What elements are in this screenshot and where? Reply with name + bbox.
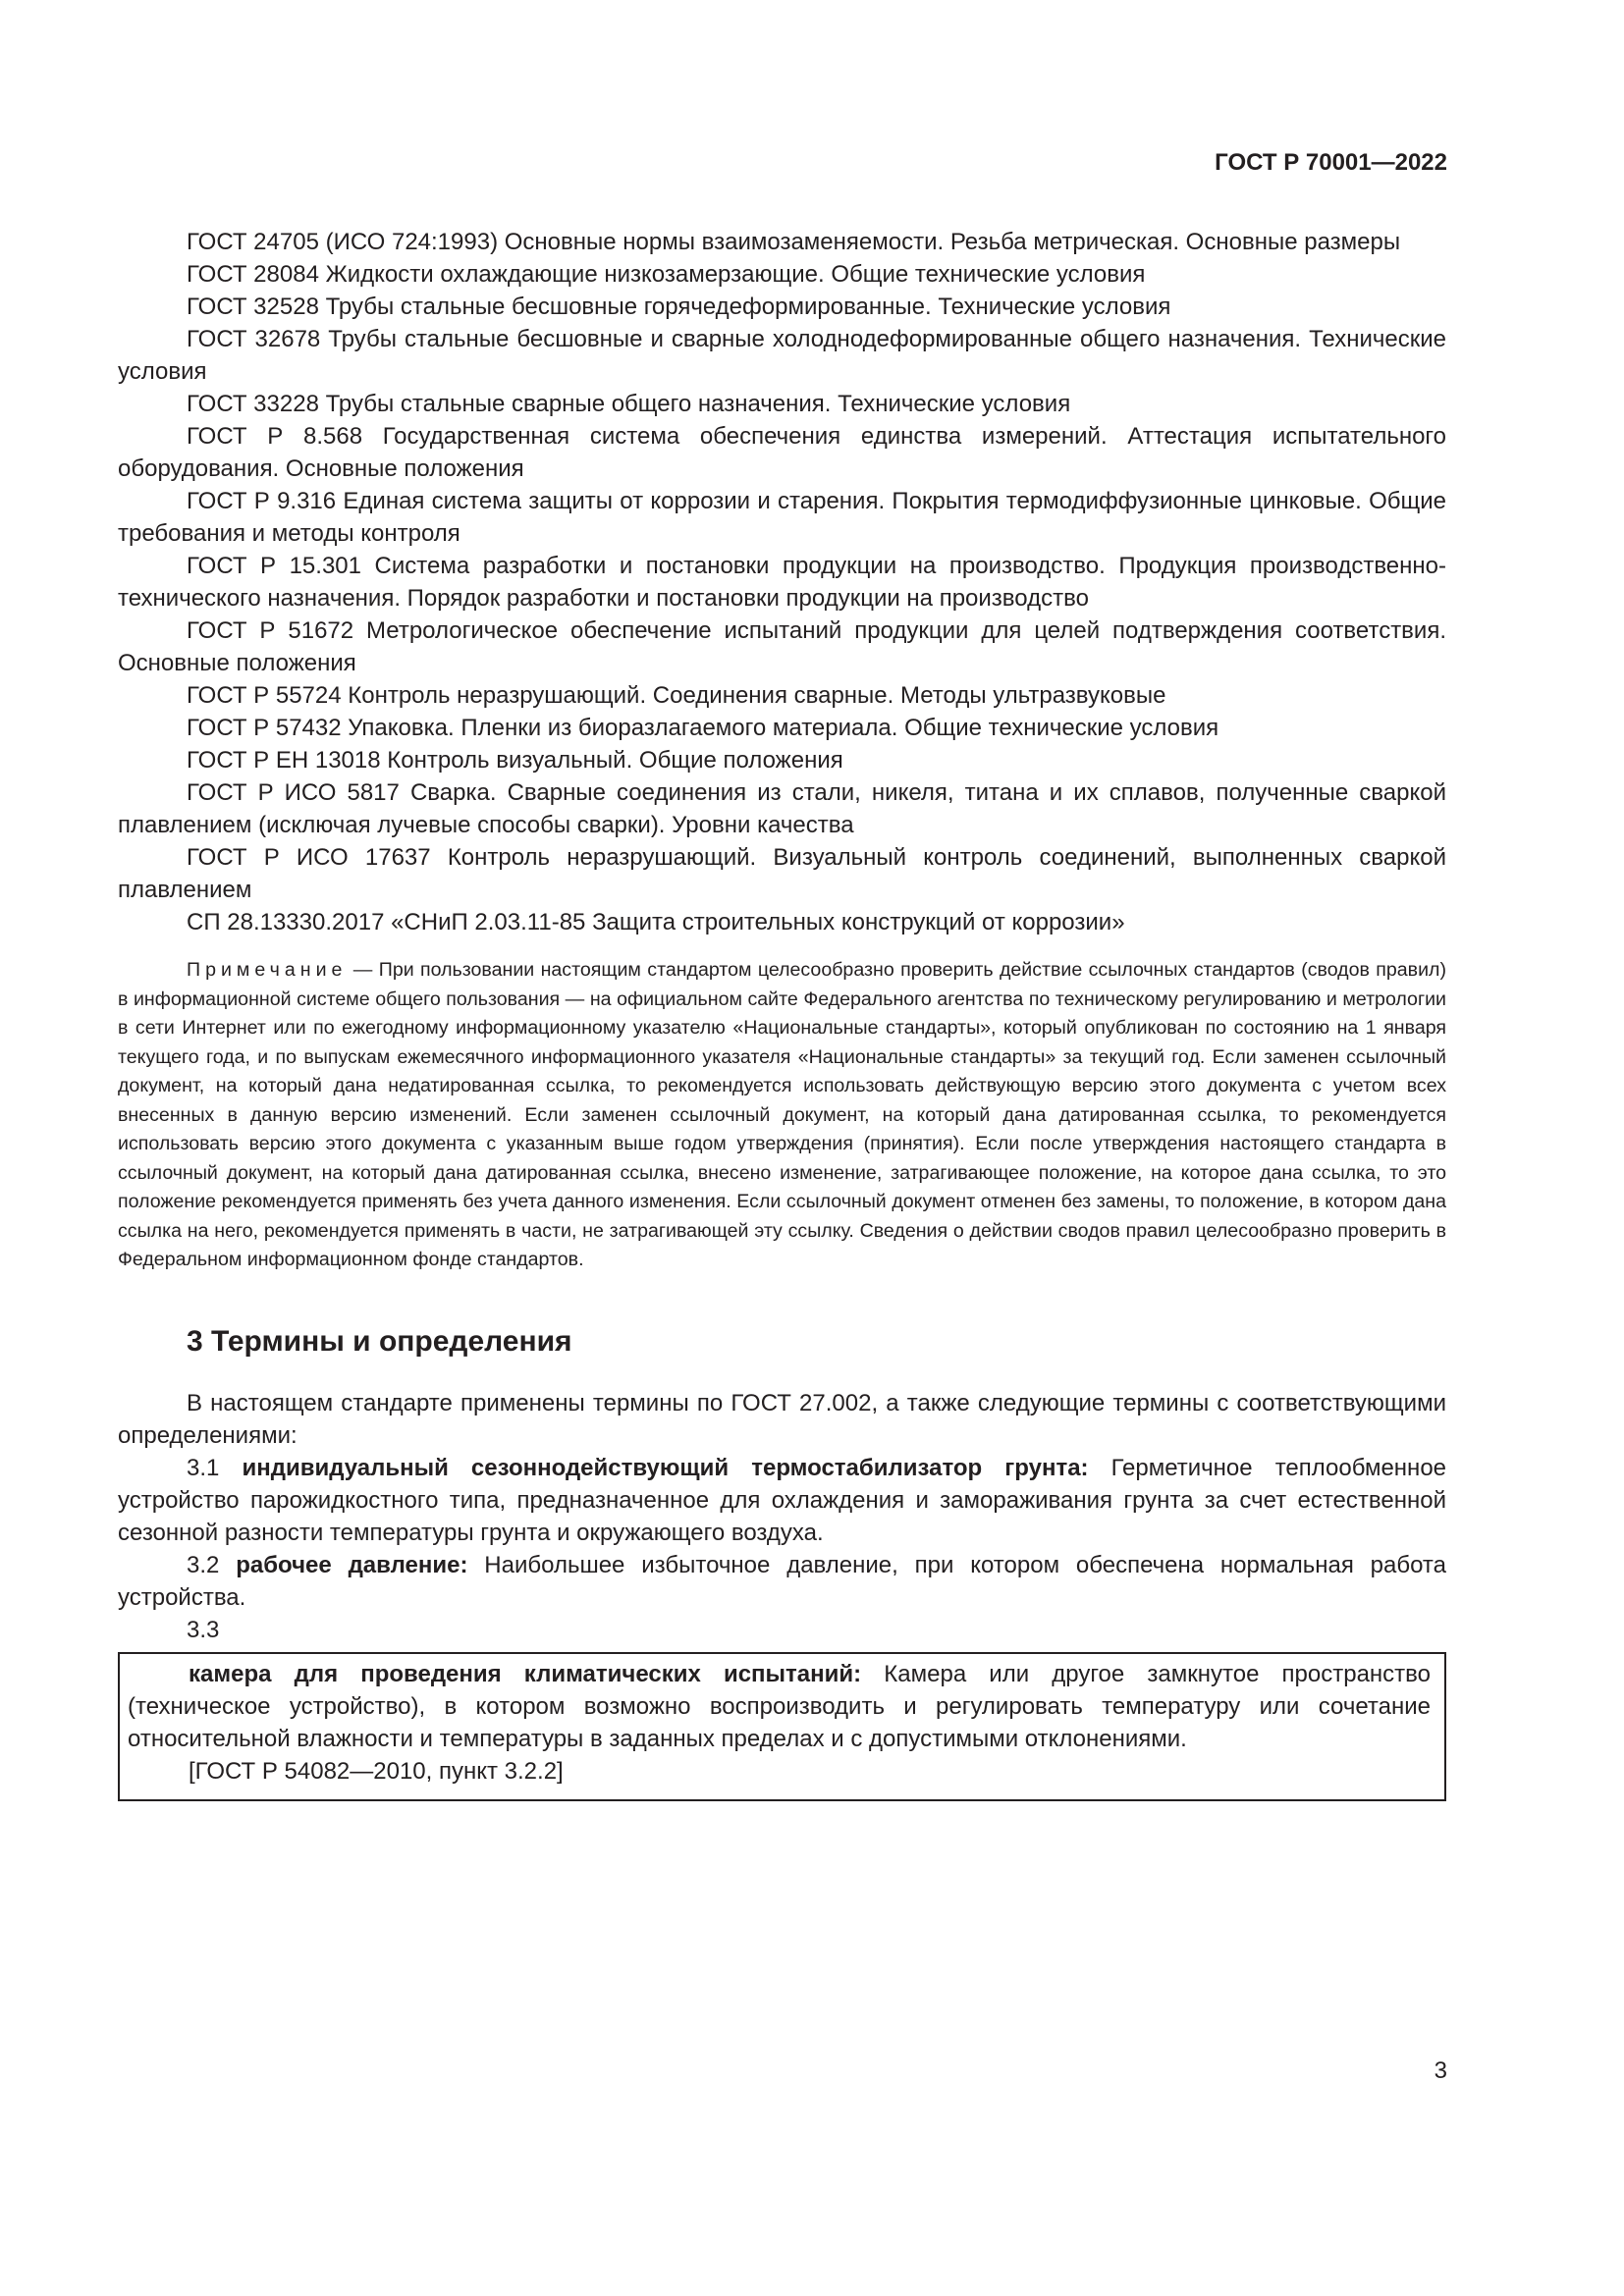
reference-item: ГОСТ 33228 Трубы стальные сварные общего назначения. Технические условия <box>187 391 1071 417</box>
term-definition <box>118 1549 1446 1614</box>
reference-item: ГОСТ Р 9.316 Единая система защиты от коррозии и старения. Покрытия термодиффузионные цинковые. Общие требования и методы контроля <box>118 488 1446 547</box>
term-definition <box>118 1452 1446 1549</box>
reference-item: ГОСТ 24705 (ИСО 724:1993) Основные нормы взаимозаменяемости. Резьба метрическая. Основные размеры <box>187 229 1401 255</box>
term-name: камера для проведения климатических испытаний: <box>189 1660 862 1687</box>
term-number: 3.1 <box>187 1454 243 1481</box>
reference-item: ГОСТ Р 51672 Метрологическое обеспечение испытаний продукции для целей подтверждения соответствия. Основные положения <box>118 617 1446 676</box>
term-definition <box>128 1658 1431 1755</box>
reference-item: ГОСТ Р ИСО 5817 Сварка. Сварные соединения из стали, никеля, титана и их сплавов, полученные сваркой плавлением (исключая лучевые способы сварки). Уровни качества <box>118 779 1446 838</box>
reference-item: ГОСТ Р 8.568 Государственная система обеспечения единства измерений. Аттестация испытательного оборудования. Основные положения <box>118 423 1446 482</box>
term-text: Герметичное теплообменное устройство парожидкостного типа, предназначенное для охлаждения и замораживания грунта за счет естественной сезонной разности температуры грунта и окружающего воздуха. <box>118 1454 1447 1546</box>
term-number: 3.2 <box>187 1551 237 1578</box>
term-number: 3.3 <box>187 1616 220 1643</box>
definition-source: [ГОСТ Р 54082—2010, пункт 3.2.2] <box>189 1757 564 1785</box>
note-paragraph <box>118 956 1446 1275</box>
term-text: Наибольшее избыточное давление, при котором обеспечена нормальная работа устройства. <box>118 1551 1446 1611</box>
reference-item: ГОСТ Р ЕН 13018 Контроль визуальный. Общие положения <box>187 747 843 774</box>
note-text: — При пользовании настоящим стандартом целесообразно проверить действие ссылочных стандартов (сводов правил) в информационной системе общего пользования — на официальном сайте Федерального агентства по техническому регулированию и метрологии в сети Интернет или по ежегодному информационному указателю «Национальные стандарты», который опубликован по состоянию на 1 января текущего года, и по выпускам ежемесячного информационного указателя «Национальные стандарты» за текущий год. Если заменен ссылочный документ, на который дана недатированная ссылка, то рекомендуется использовать действующую версию этого документа с учетом всех внесенных в данную версию изменений. Если заменен ссылочный документ, на который дана датированная ссылка, то рекомендуется использовать версию этого документа с указанным выше годом утверждения (принятия). Если после утверждения настоящего стандарта в ссылочный документ, на который дана датированная ссылка, внесено изменение, затрагивающее положение, на которое дана ссылка, то это положение рекомендуется применять без учета данного изменения. Если ссылочный документ отменен без замены, то положение, в котором дана ссылка на него, рекомендуется применять в части, не затрагивающей эту ссылку. Сведения о действии сводов правил целесообразно проверить в Федеральном информационном фонде стандартов. <box>118 959 1446 1270</box>
reference-item: ГОСТ 28084 Жидкости охлаждающие низкозамерзающие. Общие технические условия <box>187 261 1146 288</box>
reference-item: ГОСТ Р ИСО 17637 Контроль неразрушающий. Визуальный контроль соединений, выполненных сваркой плавлением <box>118 844 1446 903</box>
page-number: 3 <box>1434 2057 1447 2084</box>
term-text: Камера или другое замкнутое пространство (техническое устройство), в котором возможно воспроизводить и регулировать температуру или сочетание относительной влажности и температуры в заданных пределах и с допустимыми отклонениями. <box>128 1660 1431 1752</box>
document-header: ГОСТ Р 70001—2022 <box>1215 149 1447 176</box>
reference-item: СП 28.13330.2017 «СНиП 2.03.11-85 Защита строительных конструкций от коррозии» <box>187 909 1125 935</box>
section-intro: В настоящем стандарте применены термины по ГОСТ 27.002, а также следующие термины с соответствующими определениями: <box>118 1389 1446 1449</box>
quoted-definition-box <box>118 1652 1446 1801</box>
section-title: 3 Термины и определения <box>187 1324 572 1358</box>
note-label: Примечание <box>187 959 348 981</box>
references-list <box>118 226 1446 938</box>
page-content <box>118 226 1446 1801</box>
reference-item: ГОСТ Р 55724 Контроль неразрушающий. Соединения сварные. Методы ультразвуковые <box>187 682 1166 709</box>
reference-item: ГОСТ Р 57432 Упаковка. Пленки из биоразлагаемого материала. Общие технические условия <box>187 715 1219 741</box>
reference-item: ГОСТ 32678 Трубы стальные бесшовные и сварные холоднодеформированные общего назначения. Технические условия <box>118 326 1446 385</box>
term-name: индивидуальный сезоннодействующий термостабилизатор грунта: <box>242 1454 1089 1481</box>
term-name: рабочее давление: <box>236 1551 468 1578</box>
reference-item: ГОСТ 32528 Трубы стальные бесшовные горячедеформированные. Технические условия <box>187 294 1171 320</box>
reference-item: ГОСТ Р 15.301 Система разработки и постановки продукции на производство. Продукция производственно-технического назначения. Порядок разработки и постановки продукции на производство <box>118 553 1446 612</box>
